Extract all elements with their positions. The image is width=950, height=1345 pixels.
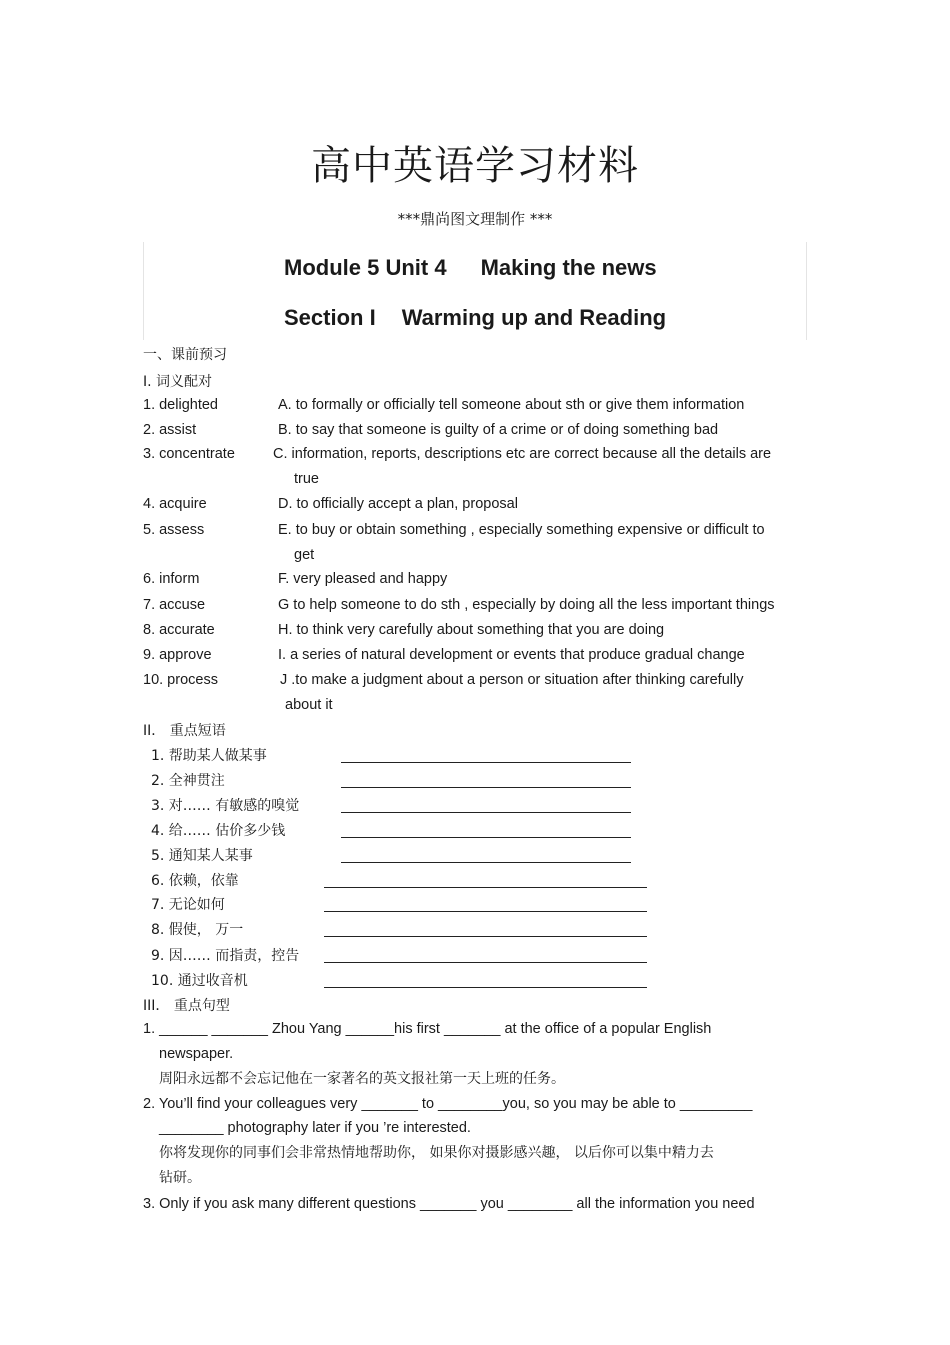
vocab-word: 6. inform	[143, 571, 200, 587]
vocab-definition: I. a series of natural development or events that produce gradual change	[278, 647, 745, 663]
module-label: Module 5 Unit 4	[284, 255, 447, 280]
sentence-line: ________ photography later if you ’re interested.	[159, 1120, 471, 1136]
unit-title: Making the news	[480, 255, 657, 280]
phrase-item: 6. 依赖，依靠	[151, 873, 239, 889]
vocab-definition: A. to formally or officially tell someone about sth or give them information	[278, 397, 745, 413]
section-heading	[284, 305, 666, 331]
vocab-word: 5. assess	[143, 522, 205, 538]
phrase-item: 8. 假使， 万一	[151, 922, 244, 938]
answer-blank[interactable]	[341, 786, 631, 788]
vocab-word: 2. assist	[143, 422, 197, 438]
phrase-item: 7. 无论如何	[151, 897, 225, 913]
phrase-item: 2. 全神贯注	[151, 773, 225, 789]
vocab-definition-cont: true	[294, 471, 319, 487]
vocab-word: 7. accuse	[143, 597, 206, 613]
vocab-definition: F. very pleased and happy	[278, 571, 448, 587]
phrase-item: 10. 通过收音机	[151, 973, 248, 989]
vocab-definition: G to help someone to do sth , especially by doing all the less important things	[278, 597, 775, 613]
answer-blank[interactable]	[324, 961, 647, 963]
sentence-translation: 你将发现你的同事们会非常热情地帮助你， 如果你对摄影感兴趣， 以后你可以集中精力去	[159, 1145, 714, 1161]
answer-blank[interactable]	[341, 836, 631, 838]
sentence-line: newspaper.	[159, 1046, 234, 1062]
vocab-definition: D. to officially accept a plan, proposal	[278, 496, 518, 512]
module-heading	[284, 255, 657, 281]
phrase-item: 4. 给…… 估价多少钱	[151, 823, 286, 839]
vocab-definition: C. information, reports, descriptions etc are correct because all the details are	[273, 446, 772, 462]
answer-blank[interactable]	[341, 761, 631, 763]
vocab-definition: B. to say that someone is guilty of a crime or of doing something bad	[278, 422, 719, 438]
answer-blank[interactable]	[341, 861, 631, 863]
phrase-item: 9. 因…… 而指责，控告	[151, 948, 300, 964]
frame-left-border	[143, 242, 144, 340]
vocab-word: 3. concentrate	[143, 446, 235, 462]
part1-sub2: II． 重点短语	[143, 723, 226, 739]
phrase-item: 3. 对…… 有敏感的嗅觉	[151, 798, 300, 814]
vocab-definition: J .to make a judgment about a person or situation after thinking carefully	[280, 672, 744, 688]
vocab-definition-cont: about it	[285, 697, 333, 713]
section-title: Warming up and Reading	[401, 305, 667, 330]
sentence-translation: 周阳永远都不会忘记他在一家著名的英文报社第一天上班的任务。	[159, 1071, 565, 1087]
answer-blank[interactable]	[341, 811, 631, 813]
part1-sub3: III． 重点句型	[143, 998, 230, 1014]
frame-right-border	[806, 242, 807, 340]
vocab-definition: E. to buy or obtain something , especially something expensive or difficult to	[278, 522, 765, 538]
sentence-line: 3. Only if you ask many different questions _______ you ________ all the information you need	[143, 1196, 755, 1212]
vocab-word: 8. accurate	[143, 622, 215, 638]
vocab-word: 4. acquire	[143, 496, 207, 512]
phrase-item: 5. 通知某人某事	[151, 848, 253, 864]
answer-blank[interactable]	[324, 986, 647, 988]
part1-title: 一、课前预习	[143, 347, 227, 363]
vocab-word: 9. approve	[143, 647, 212, 663]
sentence-line: 1. ______ _______ Zhou Yang ______his first _______ at the office of a popular English	[143, 1021, 712, 1037]
vocab-word: 10. process	[143, 672, 218, 688]
part1-sub1: I. 词义配对	[143, 374, 213, 390]
vocab-word: 1. delighted	[143, 397, 218, 413]
answer-blank[interactable]	[324, 910, 647, 912]
sentence-translation: 钻研。	[159, 1170, 201, 1186]
answer-blank[interactable]	[324, 886, 647, 888]
section-label: Section I	[284, 305, 376, 330]
page-title: 高中英语学习材料	[311, 143, 639, 189]
page-subtitle: ***鼎尚图文理制作 ***	[397, 210, 553, 228]
answer-blank[interactable]	[324, 935, 647, 937]
sentence-line: 2. You’ll find your colleagues very _______ to ________you, so you may be able to _________	[143, 1096, 753, 1112]
phrase-item: 1. 帮助某人做某事	[151, 748, 267, 764]
vocab-definition: H. to think very carefully about something that you are doing	[278, 622, 665, 638]
vocab-definition-cont: get	[294, 547, 315, 563]
